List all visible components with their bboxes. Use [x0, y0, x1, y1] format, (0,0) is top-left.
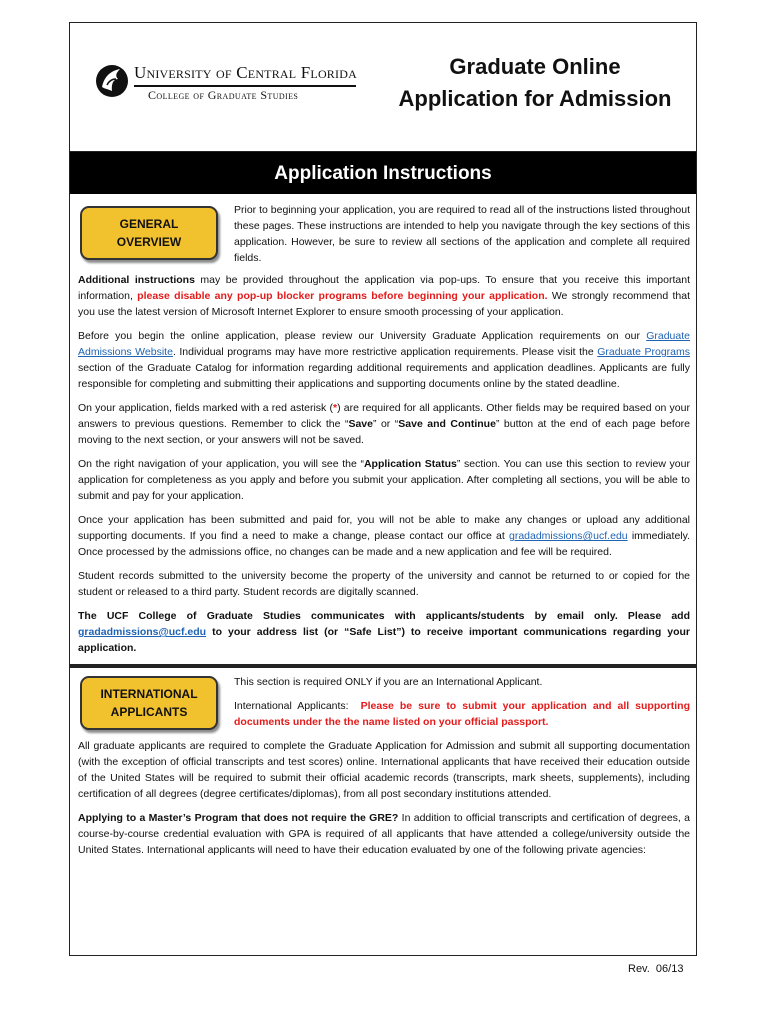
submitted-paragraph	[78, 512, 690, 560]
title-line-2: Application for Admission	[398, 86, 672, 111]
graduate-programs-link[interactable]: Graduate Programs	[597, 346, 690, 358]
submitted-text-2: immediately. Once processed by the admissions office, no changes can be made and a new application and fee will be required.	[78, 530, 690, 558]
additional-text-1: may be provided throughout the application via pop-ups. To ensure that you receive this important information,	[78, 274, 690, 302]
before-you-begin-paragraph	[78, 328, 690, 392]
red-asterisk: *	[332, 402, 338, 414]
header	[70, 23, 696, 152]
masters-text: In addition to official transcripts and certification of degrees, a course-by-course credential evaluation with GPA is required of all applicants that have attended a college/university outside the United States. International applicants will need to have their education evaluated by one of the following private agencies:	[78, 812, 690, 856]
email-communication-paragraph	[78, 608, 690, 656]
logo-divider	[134, 85, 356, 87]
email-link[interactable]: gradadmissions@ucf.edu	[508, 530, 628, 542]
status-text-1: On the right navigation of your application, you will see the “	[78, 458, 364, 470]
fields-text-1: On your application, fields marked with a red asterisk (	[78, 402, 333, 414]
application-status-label: Application Status	[363, 458, 457, 470]
email-link-2[interactable]: gradadmissions@ucf.edu	[78, 626, 207, 638]
student-records-paragraph: Student records submitted to the university become the property of the university and cannot be returned to or copied for the student or released to a third party. Student records are digitally scanned.	[78, 570, 690, 598]
international-intro	[218, 674, 690, 736]
international-row	[78, 674, 690, 736]
document-frame	[69, 22, 697, 956]
masters-paragraph	[78, 810, 690, 858]
section-divider	[70, 664, 696, 668]
additional-text-2: We strongly recommend that you use the latest version of Microsoft Internet Explorer to ensure smooth processing of your application.	[78, 290, 691, 318]
additional-instructions-paragraph	[78, 272, 690, 320]
international-label-2: APPLICANTS	[110, 705, 188, 719]
logo-university-name: University of Central Florida	[134, 63, 357, 82]
before-text-2: . Individual programs may have more restrictive application requirements. Please visit the	[172, 346, 598, 358]
all-graduate-applicants-paragraph: All graduate applicants are required to complete the Graduate Application for Admission and submit all supporting documentation (with the exception of official transcripts and test scores) online. International applicants that have received their education outside of the United States will be required to submit their official academic records (transcripts, mark sheets, supplements), including certification of all degrees (degree certificates/diplomas), from all post secondary institutions attended.	[78, 740, 690, 800]
email-text-1: The UCF College of Graduate Studies communicates with applicants/students by email only. Please add	[78, 610, 690, 622]
content	[70, 194, 696, 858]
revision-date: Rev. 06/13	[628, 963, 684, 975]
fields-text-4: ” button at the end of each page before moving to the next section, or your answers will not be saved.	[78, 418, 690, 446]
fields-text-2: ) are required for all applicants. Other fields may be required based on your answers to previous questions. Remember to click the “	[78, 402, 690, 430]
save-continue-label: Save and Continue	[398, 418, 496, 430]
status-text-2: ” section. You can use this section to review your application for completeness as you apply and before you submit your application. After completing all sections, you will be able to submit and pay for your application.	[78, 458, 690, 502]
logo-college-name: College of Graduate Studies	[148, 88, 299, 102]
passport-warning: Please be sure to submit your application and all supporting documents under the the name listed on your official passport.	[234, 700, 691, 728]
general-overview-row	[78, 202, 690, 266]
popup-warning: please disable any pop-up blocker programs before beginning your application.	[137, 290, 548, 302]
international-passport-note	[234, 698, 690, 730]
section-banner: Application Instructions	[70, 152, 696, 194]
masters-question: Applying to a Master’s Program that does not require the GRE?	[78, 812, 399, 824]
page-title	[370, 51, 700, 115]
fields-text-3: ” or “	[372, 418, 399, 430]
international-applicants-label: International Applicants:	[234, 700, 361, 712]
general-overview-label-1: GENERAL	[119, 217, 179, 231]
ucf-logo	[92, 61, 362, 107]
title-line-1: Graduate Online	[449, 54, 621, 79]
before-text-1: Before you begin the online application, please review our University Graduate Application requirements on our	[78, 330, 647, 342]
before-text-3: section of the Graduate Catalog for information regarding additional requirements and application deadlines. Applicants are fully responsible for completing and submitting their applications and supporting documents online by the stated deadline.	[78, 362, 690, 390]
international-label-1: INTERNATIONAL	[100, 687, 198, 701]
application-status-paragraph	[78, 456, 690, 504]
required-fields-paragraph	[78, 400, 690, 448]
submitted-text-1: Once your application has been submitted and paid for, you will not be able to make any changes or upload any additional supporting documents. If you find a need to make a change, please contact our office at	[78, 514, 690, 542]
general-intro: Prior to beginning your application, you are required to read all of the instructions listed throughout these pages. These instructions are intended to help you navigate through the key sections of this application. However, be sure to review all sections of the application and complete all required fields.	[234, 204, 690, 264]
international-applicants-button	[80, 676, 218, 730]
general-overview-label-2: OVERVIEW	[116, 235, 182, 249]
graduate-admissions-website-link[interactable]: Graduate Admissions Website	[78, 330, 690, 358]
general-overview-button	[80, 206, 218, 260]
pegasus-icon	[94, 61, 130, 101]
additional-instructions-bold: Additional instructions	[78, 274, 195, 286]
international-required-note: This section is required ONLY if you are an International Applicant.	[234, 676, 543, 688]
save-label: Save	[348, 418, 373, 430]
email-text-2: to your address list (or “Safe List”) to receive important communications regarding your application.	[78, 626, 690, 654]
